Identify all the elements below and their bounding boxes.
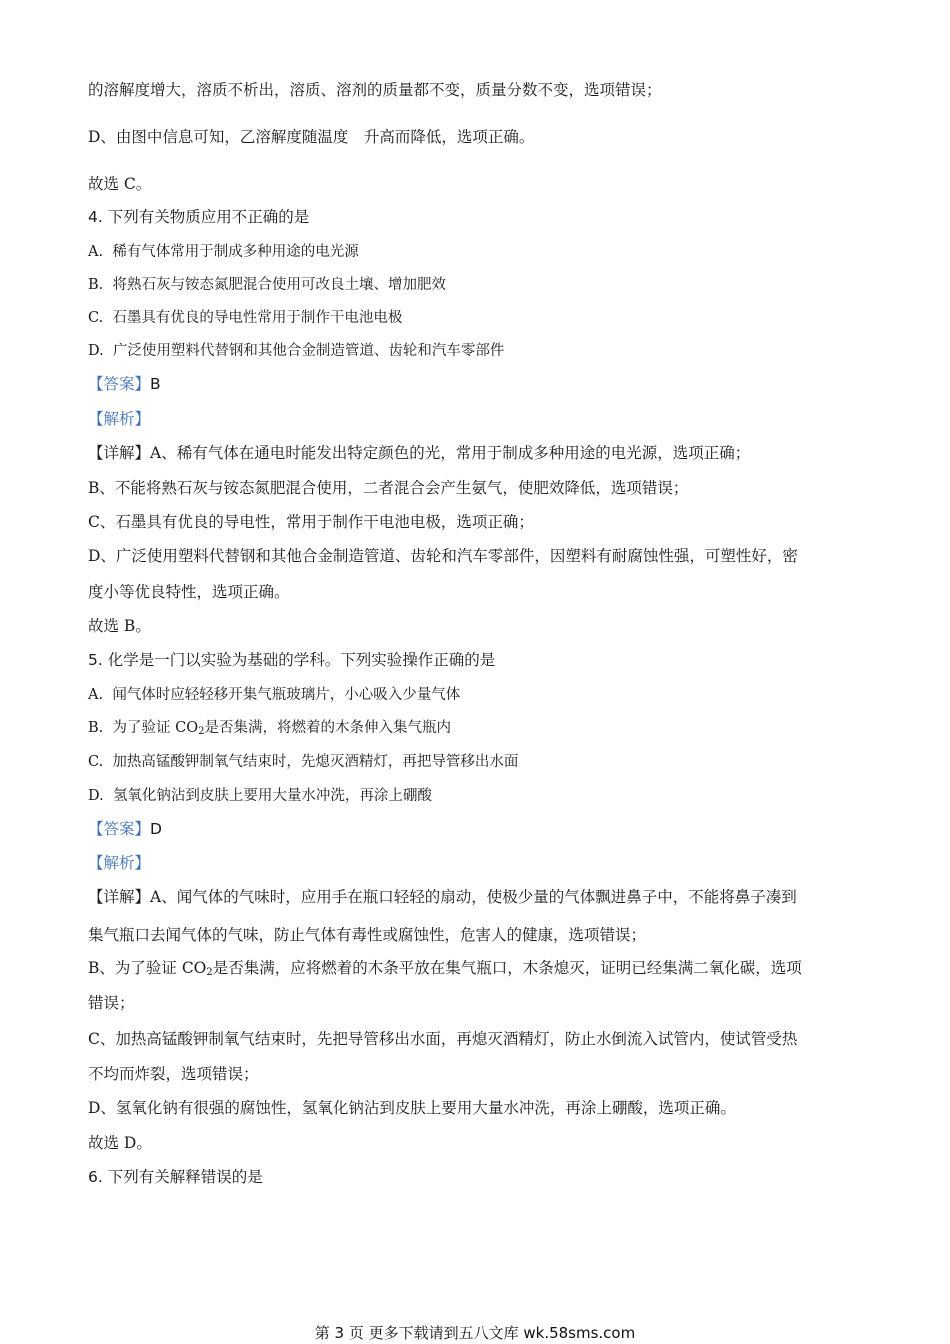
text-line: 的溶解度增大，溶质不析出，溶质、溶剂的质量都不变，质量分数不变，选项错误；: [88, 81, 662, 99]
text-line: D、由图中信息可知，乙溶解度随温度 升高而降低，选项正确。: [88, 128, 535, 146]
question-4-detail-d: D、广泛使用塑料代替钢和其他合金制造管道、齿轮和汽车零部件，因塑料有耐腐蚀性强，可塑性好，密: [88, 547, 798, 565]
question-4-conclusion: 故选 B。: [88, 617, 151, 635]
question-5-detail-a: 【详解】A、闻气体的气味时，应用手在瓶口轻轻的扇动，使极少量的气体飘进鼻子中，不能将鼻子凑到: [88, 888, 797, 906]
text-line: 故选 C。: [88, 175, 152, 193]
question-5-analysis-tag: 【解析】: [88, 854, 151, 872]
question-4-detail-c: C、石墨具有优良的导电性，常用于制作干电池电极，选项正确；: [88, 513, 534, 531]
question-5-detail-a-cont: 集气瓶口去闻气体的气味，防止气体有毒性或腐蚀性，危害人的健康，选项错误；: [88, 926, 647, 944]
question-5-detail-c-cont: 不均而炸裂，选项错误；: [88, 1065, 259, 1083]
question-4-option-a: A. 稀有气体常用于制成多种用途的电光源: [88, 244, 359, 260]
question-4-option-d: D. 广泛使用塑料代替钢和其他合金制造管道、齿轮和汽车零部件: [88, 343, 505, 359]
question-5-detail-c: C、加热高锰酸钾制氧气结束时，先把导管移出水面，再熄灭酒精灯，防止水倒流入试管内，使试管受热: [88, 1030, 798, 1048]
question-4-option-b: B. 将熟石灰与铵态氮肥混合使用可改良土壤、增加肥效: [88, 277, 446, 293]
question-5-detail-d: D、氢氧化钠有很强的腐蚀性，氢氧化钠沾到皮肤上要用大量水冲洗，再涂上硼酸，选项正确。: [88, 1099, 736, 1117]
question-4-detail-b: B、不能将熟石灰与铵态氮肥混合使用，二者混合会产生氨气，使肥效降低，选项错误；: [88, 479, 689, 497]
question-5-option-a: A. 闻气体时应轻轻移开集气瓶玻璃片，小心吸入少量气体: [88, 687, 461, 703]
question-5-detail-b: B、为了验证 $CO_2$是否集满，应将燃着的木条平放在集气瓶口，木条熄灭，证明已经集满二氧化碳，选项: [88, 959, 802, 978]
question-4-answer: 【答案】B: [88, 375, 161, 393]
question-5-conclusion: 故选 D。: [88, 1134, 152, 1152]
question-4-detail-a: 【详解】A、稀有气体在通电时能发出特定颜色的光，常用于制成多种用途的电光源，选项正确；: [88, 444, 751, 462]
question-5-detail-b-cont: 错误；: [88, 994, 135, 1012]
question-5-stem: 5. 化学是一门以实验为基础的学科。下列实验操作正确的是: [88, 651, 496, 669]
question-5-option-d: D. 氢氧化钠沾到皮肤上要用大量水冲洗，再涂上硼酸: [88, 788, 432, 804]
question-5-answer: 【答案】D: [88, 820, 162, 838]
question-5-option-b: B. 为了验证 $CO_2$是否集满，将燃着的木条伸入集气瓶内: [88, 720, 451, 737]
question-4-stem: 4. 下列有关物质应用不正确的是: [88, 208, 310, 226]
page-footer: 第 3 页 更多下载请到五八文库 wk.58sms.com: [314, 1324, 636, 1342]
question-6-stem: 6. 下列有关解释错误的是: [88, 1168, 263, 1186]
question-4-detail-d-cont: 度小等优良特性，选项正确。: [88, 583, 290, 601]
question-4-analysis-tag: 【解析】: [88, 410, 151, 428]
question-5-option-c: C. 加热高锰酸钾制氧气结束时，先熄灭酒精灯，再把导管移出水面: [88, 754, 519, 770]
question-4-option-c: C. 石墨具有优良的导电性常用于制作干电池电极: [88, 310, 403, 326]
